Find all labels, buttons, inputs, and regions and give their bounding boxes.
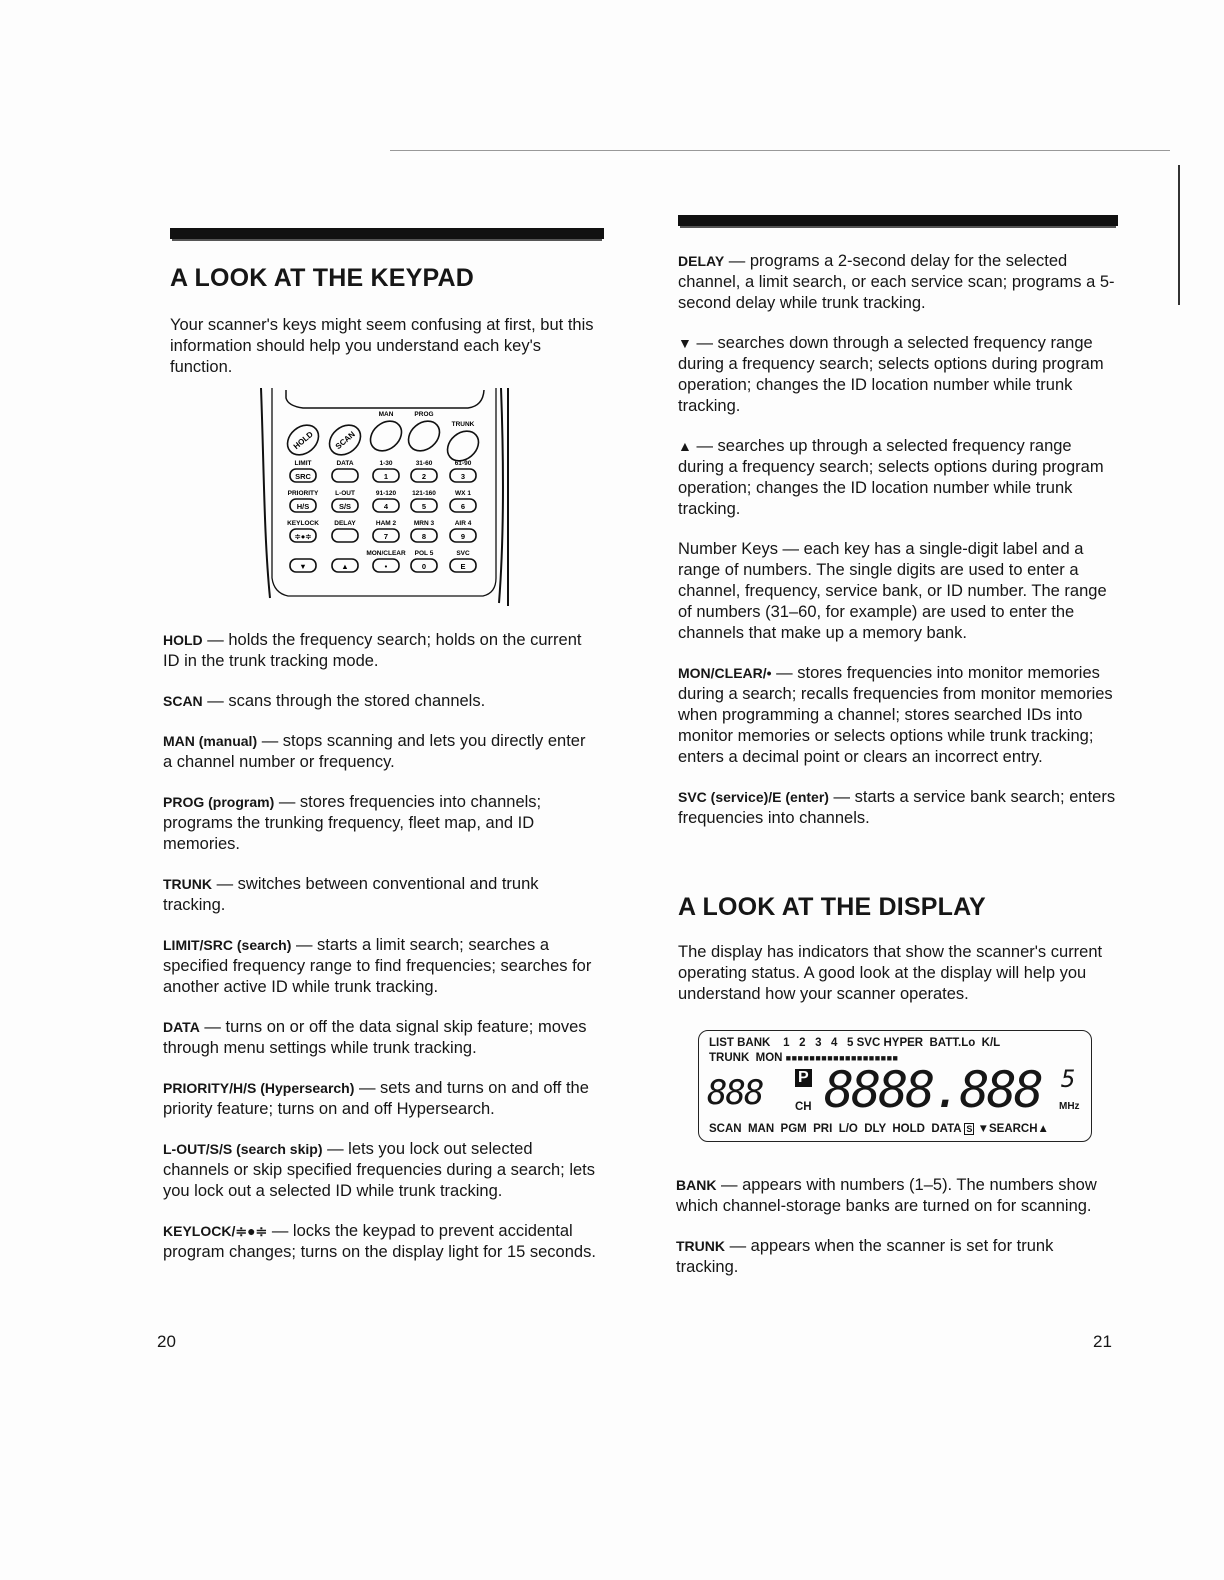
display-intro: The display has indicators that show the scanner's current operating status. A good look at the display will help you understand how your scanner operates. [678,943,1103,1003]
keypad-key [332,529,358,542]
lcd-channel-digits: 888 [707,1073,763,1113]
key-term: PRIORITY/H/S (Hypersearch) [163,1080,355,1096]
key-description [678,787,1120,829]
section-heading-keypad: A LOOK AT THE KEYPAD [170,264,474,292]
key-range-label: HAM 2 [375,520,397,527]
lcd-bottom-indicators [709,1123,1049,1135]
key-range-label: 31-60 [415,460,433,467]
key-term: PROG (program) [163,794,275,810]
key-glyph: 6 [460,502,466,511]
key-text: — switches between conventional and trunk tracking. [163,875,539,914]
key-range-label: 121-160 [412,490,436,497]
key-description [163,731,599,773]
right-descriptions [678,251,1120,848]
key-range-label: POL 5 [414,550,434,557]
key-term: MON/CLEAR/• [678,665,772,681]
scan-artifact-line [390,150,1170,151]
key-description [163,1139,599,1202]
key-term: DELAY [678,253,725,269]
key-prog [403,415,446,457]
key-description [676,1175,1118,1217]
key-range-label: 91-120 [375,490,397,497]
key-glyph: SRC [295,472,311,481]
key-description [163,630,599,672]
key-glyph: 3 [460,472,466,481]
keypad-key [332,469,358,482]
key-text: — stores frequencies into channels; programs the trunking frequency, fleet map, and ID memories. [163,793,542,853]
key-description [163,691,599,712]
key-glyph: ≑●≑ [294,532,312,541]
keypad-intro: Your scanner's keys might seem confusing at first, but this information should help you understand each key's function. [170,316,594,376]
key-text: — programs a 2-second delay for the selected channel, a limit search, or each service scan; programs a 5-second delay while trunk tracking. [678,252,1115,312]
key-text: — holds the frequency search; holds on the current ID in the trunk tracking mode. [163,631,582,670]
key-label: TRUNK [451,421,475,428]
key-label: SCAN [333,429,357,452]
key-glyph: ▼ [299,562,307,571]
key-text: — sets and turns on and off the priority feature; turns on and off Hypersearch. [163,1079,589,1118]
key-glyph: 9 [460,532,466,541]
key-range-label: AIR 4 [454,520,472,527]
key-glyph: 7 [383,532,389,541]
key-text: — stops scanning and lets you directly enter a channel number or frequency. [163,732,586,771]
key-text: — scans through the stored channels. [202,692,486,710]
key-glyph: 4 [383,502,389,511]
key-description [163,874,599,916]
key-term: MAN (manual) [163,733,258,749]
key-range-label: L-OUT [335,490,355,497]
key-description [163,935,599,998]
key-range-label: KEYLOCK [287,520,319,527]
lcd-s-box: S [966,1124,973,1134]
key-text: — lets you lock out selected channels or skip specified frequencies during a search; lets you lock out a selected ID while trunk tracking. [163,1140,595,1200]
key-term: L-OUT/S/S (search skip) [163,1141,323,1157]
key-text: — turns on or off the data signal skip feature; moves through menu settings while trunk tracking. [163,1018,587,1057]
key-description [163,1221,599,1263]
key-range-label: 1-30 [379,460,393,467]
key-text: — stores frequencies into monitor memories during a search; recalls frequencies from monitor memories when programming a channel; stores searched IDs into monitor memories or selects options while trunk tracking; enters a decimal point or clears an incorrect entry. [678,664,1113,766]
key-description [678,663,1120,768]
left-heading-block [170,264,604,397]
key-range-label: WX 1 [455,490,471,497]
lcd-ch-label: CH [795,1101,812,1113]
lcd-display-illustration [698,1030,1092,1142]
key-description [678,539,1120,644]
key-text: — searches up through a selected frequency range during a frequency search; selects options during program operation; changes the ID location number while trunk tracking. [678,437,1104,518]
key-glyph: E [460,562,466,571]
key-glyph: 0 [421,562,427,571]
key-term: TRUNK [163,876,212,892]
key-glyph: 2 [421,472,427,481]
key-glyph: 8 [421,532,427,541]
scan-artifact-edge [1178,165,1180,305]
lcd-s-indicator: 5 [1061,1065,1076,1093]
key-range-label: SVC [456,550,470,557]
key-range-label: DATA [336,460,354,467]
key-range-label: DELAY [334,520,356,527]
key-term: LIMIT/SRC (search) [163,937,292,953]
lcd-bank-blocks: ■ ■ ■ ■ ■ ■ ■ ■ ■ ■ ■ ■ ■ ■ ■ ■ ■ ■ ■ [785,1053,897,1063]
right-rule [678,215,1118,226]
key-term: DATA [163,1019,200,1035]
lcd-mode-labels: SCAN MAN PGM PRI L/O DLY HOLD DATA [709,1123,962,1135]
key-description [163,792,599,855]
lcd-mhz-label: MHz [1059,1101,1080,1112]
key-text: — starts a service bank search; enters frequencies into channels. [678,788,1116,827]
key-term: ▲ [678,438,692,454]
page-number-right: 21 [1093,1332,1112,1351]
key-term: SCAN [163,693,203,709]
key-label: PROG [414,411,434,418]
key-text: Number Keys — each key has a single-digit label and a range of numbers. The single digits are used to enter a channel, frequency, service bank, or ID number. The range of numbers (31–60, for example) are used to enter the channels that make up a memory bank. [678,540,1107,642]
key-glyph: 1 [383,472,389,481]
key-glyph: ▲ [341,562,349,571]
lcd-search: ▼SEARCH▲ [977,1123,1049,1135]
key-description [163,1017,599,1059]
key-range-label: LIMIT [294,460,312,467]
key-text: — appears with numbers (1–5). The numbers show which channel-storage banks are turned on for scanning. [676,1176,1097,1215]
key-man [365,415,408,457]
key-glyph: H/S [296,502,310,511]
lcd-frequency-digits: 8888.888 [824,1061,1041,1119]
left-column [170,228,604,239]
key-description [678,436,1120,520]
lcd-trunk-mon: TRUNK MON [709,1052,783,1064]
key-range-label: MON/CLEAR [366,550,406,557]
section-rule [678,215,1118,226]
key-text: — locks the keypad to prevent accidental program changes; turns on the display light for 15 seconds. [163,1222,596,1261]
left-descriptions [163,630,599,1282]
keypad-illustration [258,388,513,608]
page-number-left: 20 [157,1332,176,1351]
key-description [678,333,1120,417]
key-glyph: 5 [421,502,427,511]
key-term: HOLD [163,632,203,648]
key-range-label: PRIORITY [287,490,319,497]
key-range-label: 61-90 [454,460,472,467]
key-text: — appears when the scanner is set for trunk tracking. [676,1237,1054,1276]
key-term: BANK [676,1177,717,1193]
key-term: KEYLOCK/≑●≑ [163,1223,268,1239]
key-glyph: S/S [338,502,352,511]
lcd-top-indicators: LIST BANK 1 2 3 4 5 SVC HYPER BATT.Lo K/L [709,1037,1001,1049]
display-section [678,893,1120,1024]
section-rule [170,228,604,239]
key-text: — starts a limit search; searches a specified frequency range to find frequencies; searches for another active ID while trunk tracking. [163,936,592,996]
section-heading-display: A LOOK AT THE DISPLAY [678,893,986,921]
key-label: MAN [378,411,394,418]
key-term: TRUNK [676,1238,725,1254]
key-description [678,251,1120,314]
key-description [676,1236,1118,1278]
key-range-label: MRN 3 [413,520,435,527]
key-term: SVC (service)/E (enter) [678,789,829,805]
key-text: — searches down through a selected frequency range during a frequency search; selects options during program operation; changes the ID location number while trunk tracking. [678,334,1104,415]
key-term: ▼ [678,335,692,351]
key-description [163,1078,599,1120]
key-glyph: • [384,562,388,571]
key-label: HOLD [291,429,315,452]
lcd-p-indicator: P [795,1069,812,1087]
display-descriptions [676,1175,1118,1297]
